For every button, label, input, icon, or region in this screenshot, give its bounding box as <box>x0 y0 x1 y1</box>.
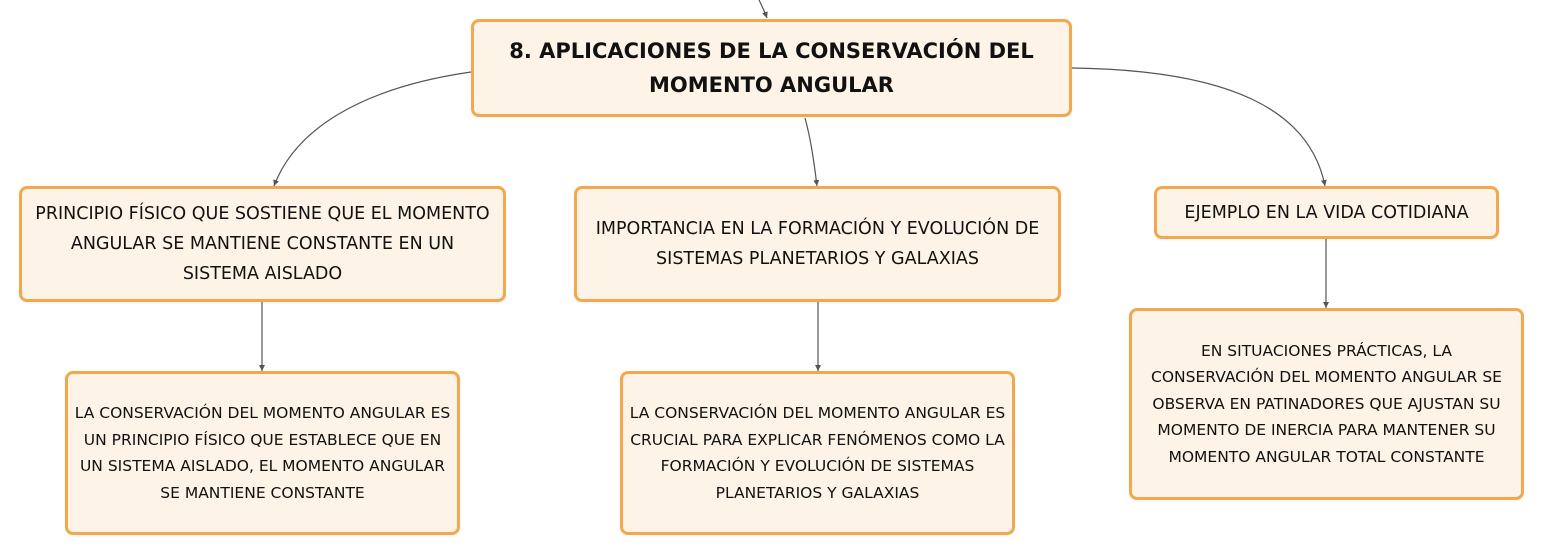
connector-root-to-branch-2 <box>805 118 817 186</box>
detail-node-everyday-example[interactable] <box>1129 308 1524 500</box>
branch-node-importance[interactable] <box>574 186 1061 302</box>
detail-text-importance: LA CONSERVACIÓN DEL MOMENTO ANGULAR ES CRUCIAL PARA EXPLICAR FENÓMENOS COMO LA FORMACIÓN Y EVOLUCIÓN DE SISTEMAS PLANETARIOS Y GALAXIAS <box>629 404 1006 502</box>
branch-label-physical-principle: PRINCIPIO FÍSICO QUE SOSTIENE QUE EL MOMENTO ANGULAR SE MANTIENE CONSTANTE EN UN SISTEMA AISLADO <box>35 204 490 284</box>
detail-text-everyday-example: EN SITUACIONES PRÁCTICAS, LA CONSERVACIÓN DEL MOMENTO ANGULAR SE OBSERVA EN PATINADORES QUE AJUSTAN SU MOMENTO DE INERCIA PARA MANTENER SU MOMENTO ANGULAR TOTAL CONSTANTE <box>1151 341 1502 466</box>
connector-incoming-to-root <box>759 0 767 18</box>
detail-text-physical-principle: LA CONSERVACIÓN DEL MOMENTO ANGULAR ES UN PRINCIPIO FÍSICO QUE ESTABLECE QUE EN UN SISTEMA AISLADO, EL MOMENTO ANGULAR SE MANTIENE CONSTANTE <box>74 404 451 502</box>
detail-node-importance[interactable] <box>620 371 1015 535</box>
branch-label-importance: IMPORTANCIA EN LA FORMACIÓN Y EVOLUCIÓN DE SISTEMAS PLANETARIOS Y GALAXIAS <box>595 219 1040 269</box>
branch-label-everyday-example: EJEMPLO EN LA VIDA COTIDIANA <box>1184 202 1469 223</box>
connector-root-to-branch-3 <box>1072 68 1325 186</box>
detail-node-physical-principle[interactable] <box>65 371 460 535</box>
branch-node-physical-principle[interactable] <box>19 186 506 302</box>
branch-node-everyday-example[interactable] <box>1154 186 1499 239</box>
connector-root-to-branch-1 <box>274 72 471 186</box>
root-topic-node[interactable] <box>471 19 1072 117</box>
root-topic-label: 8. APLICACIONES DE LA CONSERVACIÓN DEL MOMENTO ANGULAR <box>509 39 1034 97</box>
